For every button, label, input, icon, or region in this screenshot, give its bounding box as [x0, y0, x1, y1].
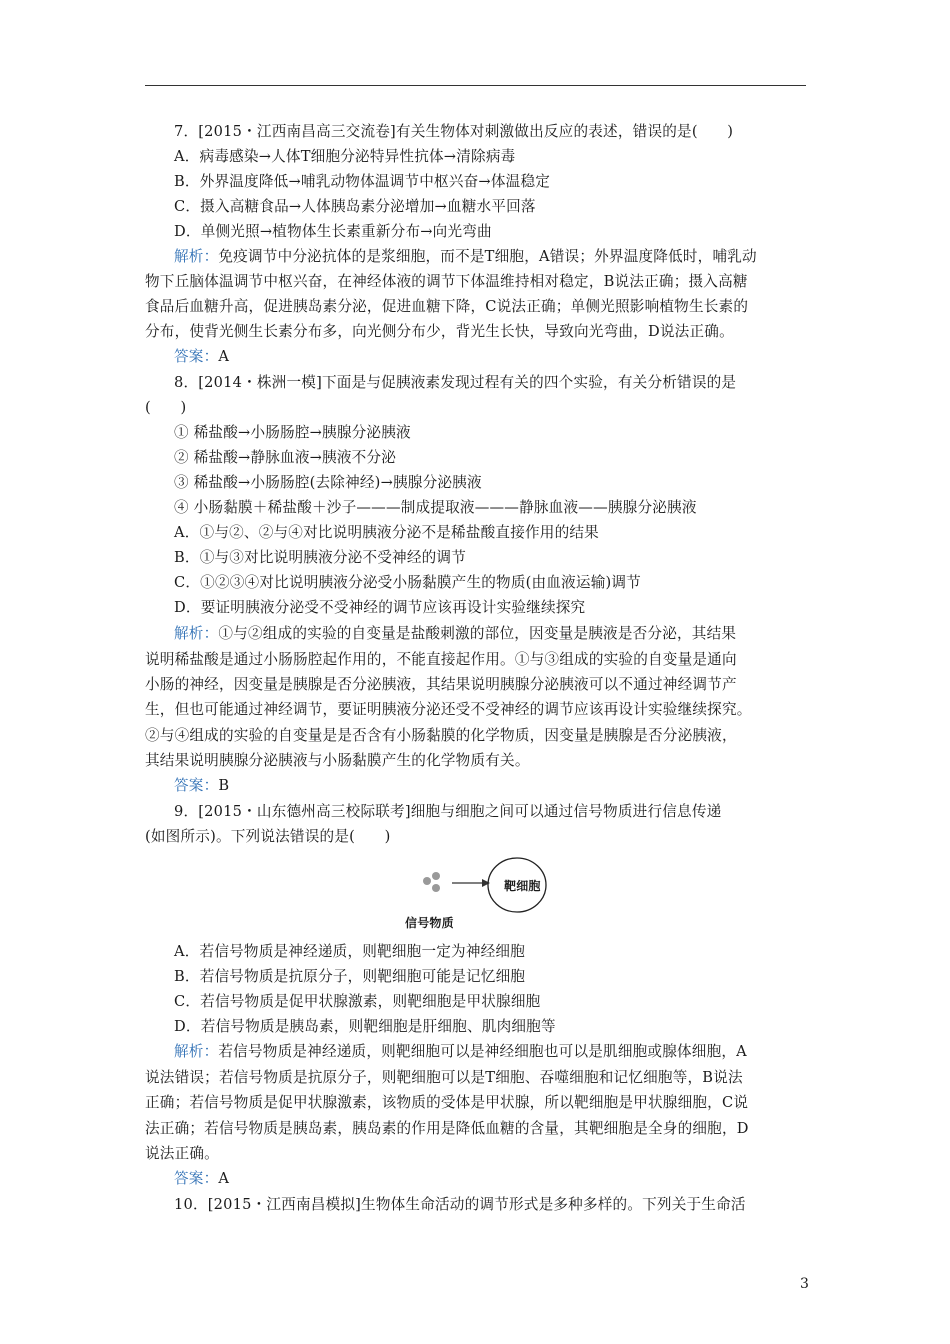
signal-molecule-dot [432, 872, 440, 880]
q8-option-d: D．要证明胰液分泌受不受神经的调节应该再设计实验继续探究 [174, 599, 586, 616]
q8-stem: 8．[2014・株洲一模]下面是与促胰液素发现过程有关的四个实验，有关分析错误的是 [174, 374, 737, 391]
q7-stem: 7．[2015・江西南昌高三交流卷]有关生物体对刺激做出反应的表述，错误的是( ) [174, 123, 734, 140]
q8-item-3: ③ 稀盐酸→小肠肠腔(去除神经)→胰腺分泌胰液 [174, 474, 482, 491]
q9-answer-label: 答案： [174, 1170, 219, 1187]
q9-option-b: B．若信号物质是抗原分子，则靶细胞可能是记忆细胞 [174, 968, 526, 985]
q9-stem-cont: (如图所示)。下列说法错误的是( ) [145, 828, 391, 845]
q7-option-d: D．单侧光照→植物体生长素重新分布→向光弯曲 [174, 223, 492, 240]
q8-answer: B [218, 777, 230, 794]
q8-stem-cont: ( ) [145, 399, 187, 416]
q8-option-c: C．①②③④对比说明胰液分泌受小肠黏膜产生的物质(由血液运输)调节 [174, 574, 641, 591]
q8-analysis-text: ①与②组成的实验的自变量是盐酸刺激的部位，因变量是胰液是否分泌，其结果 [218, 625, 737, 642]
q7-option-a: A．病毒感染→人体T细胞分泌特异性抗体→清除病毒 [174, 148, 516, 165]
q8-answer-line [174, 776, 229, 796]
q8-option-a: A．①与②、②与④对比说明胰液分泌不是稀盐酸直接作用的结果 [174, 524, 599, 541]
q9-analysis-line: 说法错误；若信号物质是抗原分子，则靶细胞可以是T细胞、吞噬细胞和记忆细胞等，B说法 [145, 1069, 743, 1086]
q7-option-c: C．摄入高糖食品→人体胰岛素分泌增加→血糖水平回落 [174, 198, 536, 215]
q8-option-b: B．①与③对比说明胰液分泌不受神经的调节 [174, 549, 467, 566]
q10-stem: 10．[2015・江西南昌模拟]生物体生命活动的调节形式是多种多样的。下列关于生命活 [174, 1196, 746, 1213]
signal-substance-label: 信号物质 [405, 916, 454, 930]
q9-option-a: A．若信号物质是神经递质，则靶细胞一定为神经细胞 [174, 943, 525, 960]
q9-analysis-text: 若信号物质是神经递质，则靶细胞可以是神经细胞也可以是肌细胞或腺体细胞，A [218, 1043, 747, 1060]
q7-answer-line [174, 347, 229, 367]
header-rule [145, 85, 806, 86]
q8-item-4: ④ 小肠黏膜＋稀盐酸＋沙子———制成提取液———静脉血液——胰腺分泌胰液 [174, 499, 697, 516]
q8-item-2: ② 稀盐酸→静脉血液→胰液不分泌 [174, 449, 397, 466]
q8-analysis-line: 其结果说明胰腺分泌胰液与小肠黏膜产生的化学物质有关。 [145, 752, 530, 769]
q8-answer-label: 答案： [174, 777, 219, 794]
q8-analysis-line: 说明稀盐酸是通过小肠肠腔起作用的，不能直接起作用。①与③组成的实验的自变量是通向 [145, 651, 737, 668]
q9-analysis-line: 正确；若信号物质是促甲状腺激素，该物质的受体是甲状腺，所以靶细胞是甲状腺细胞，C说 [145, 1094, 749, 1111]
q8-item-1: ① 稀盐酸→小肠肠腔→胰腺分泌胰液 [174, 424, 411, 441]
q9-answer-line [174, 1169, 229, 1189]
q9-answer: A [218, 1170, 230, 1187]
page-number: 3 [800, 1276, 809, 1292]
q9-option-c: C．若信号物质是促甲状腺激素，则靶细胞是甲状腺细胞 [174, 993, 541, 1010]
q7-analysis-text: 免疫调节中分泌抗体的是浆细胞，而不是T细胞，A错误；外界温度降低时，哺乳动 [218, 248, 757, 265]
q7-analysis-line [174, 247, 757, 267]
q8-analysis-line: 生，但也可能通过神经调节，要证明胰液分泌还受不受神经的调节应该再设计实验继续探究。 [145, 701, 752, 718]
q7-analysis-line: 食品后血糖升高，促进胰岛素分泌，促进血糖下降，C说法正确；单侧光照影响植物生长素的 [145, 298, 749, 315]
signal-molecule-dot [423, 877, 431, 885]
q7-answer-label: 答案： [174, 348, 219, 365]
q7-analysis-label: 解析： [174, 248, 219, 265]
q8-analysis-line: 小肠的神经，因变量是胰腺是否分泌胰液，其结果说明胰腺分泌胰液可以不通过神经调节产 [145, 676, 737, 693]
q8-analysis-line: ②与④组成的实验的自变量是是否含有小肠黏膜的化学物质，因变量是胰腺是否分泌胰液， [145, 727, 737, 744]
q8-analysis-line [174, 624, 736, 644]
q7-option-b: B．外界温度降低→哺乳动物体温调节中枢兴奋→体温稳定 [174, 173, 551, 190]
q9-analysis-line: 法正确；若信号物质是胰岛素，胰岛素的作用是降低血糖的含量，其靶细胞是全身的细胞，D [145, 1120, 749, 1137]
q9-analysis-line [174, 1042, 747, 1062]
q7-answer: A [218, 348, 230, 365]
signal-molecule-dot [432, 884, 440, 892]
q7-analysis-line: 分布，使背光侧生长素分布多，向光侧分布少，背光生长快，导致向光弯曲，D说法正确。 [145, 323, 734, 340]
q9-option-d: D．若信号物质是胰岛素，则靶细胞是肝细胞、肌肉细胞等 [174, 1018, 556, 1035]
q7-analysis-line: 物下丘脑体温调节中枢兴奋，在神经体液的调节下体温维持相对稳定，B说法正确；摄入高糖 [145, 273, 748, 290]
q9-stem: 9．[2015・山东德州高三校际联考]细胞与细胞之间可以通过信号物质进行信息传递 [174, 803, 722, 820]
target-cell-label: 靶细胞 [504, 879, 541, 893]
q9-analysis-label: 解析： [174, 1043, 219, 1060]
q8-analysis-label: 解析： [174, 625, 219, 642]
q9-analysis-line: 说法正确。 [145, 1145, 219, 1162]
